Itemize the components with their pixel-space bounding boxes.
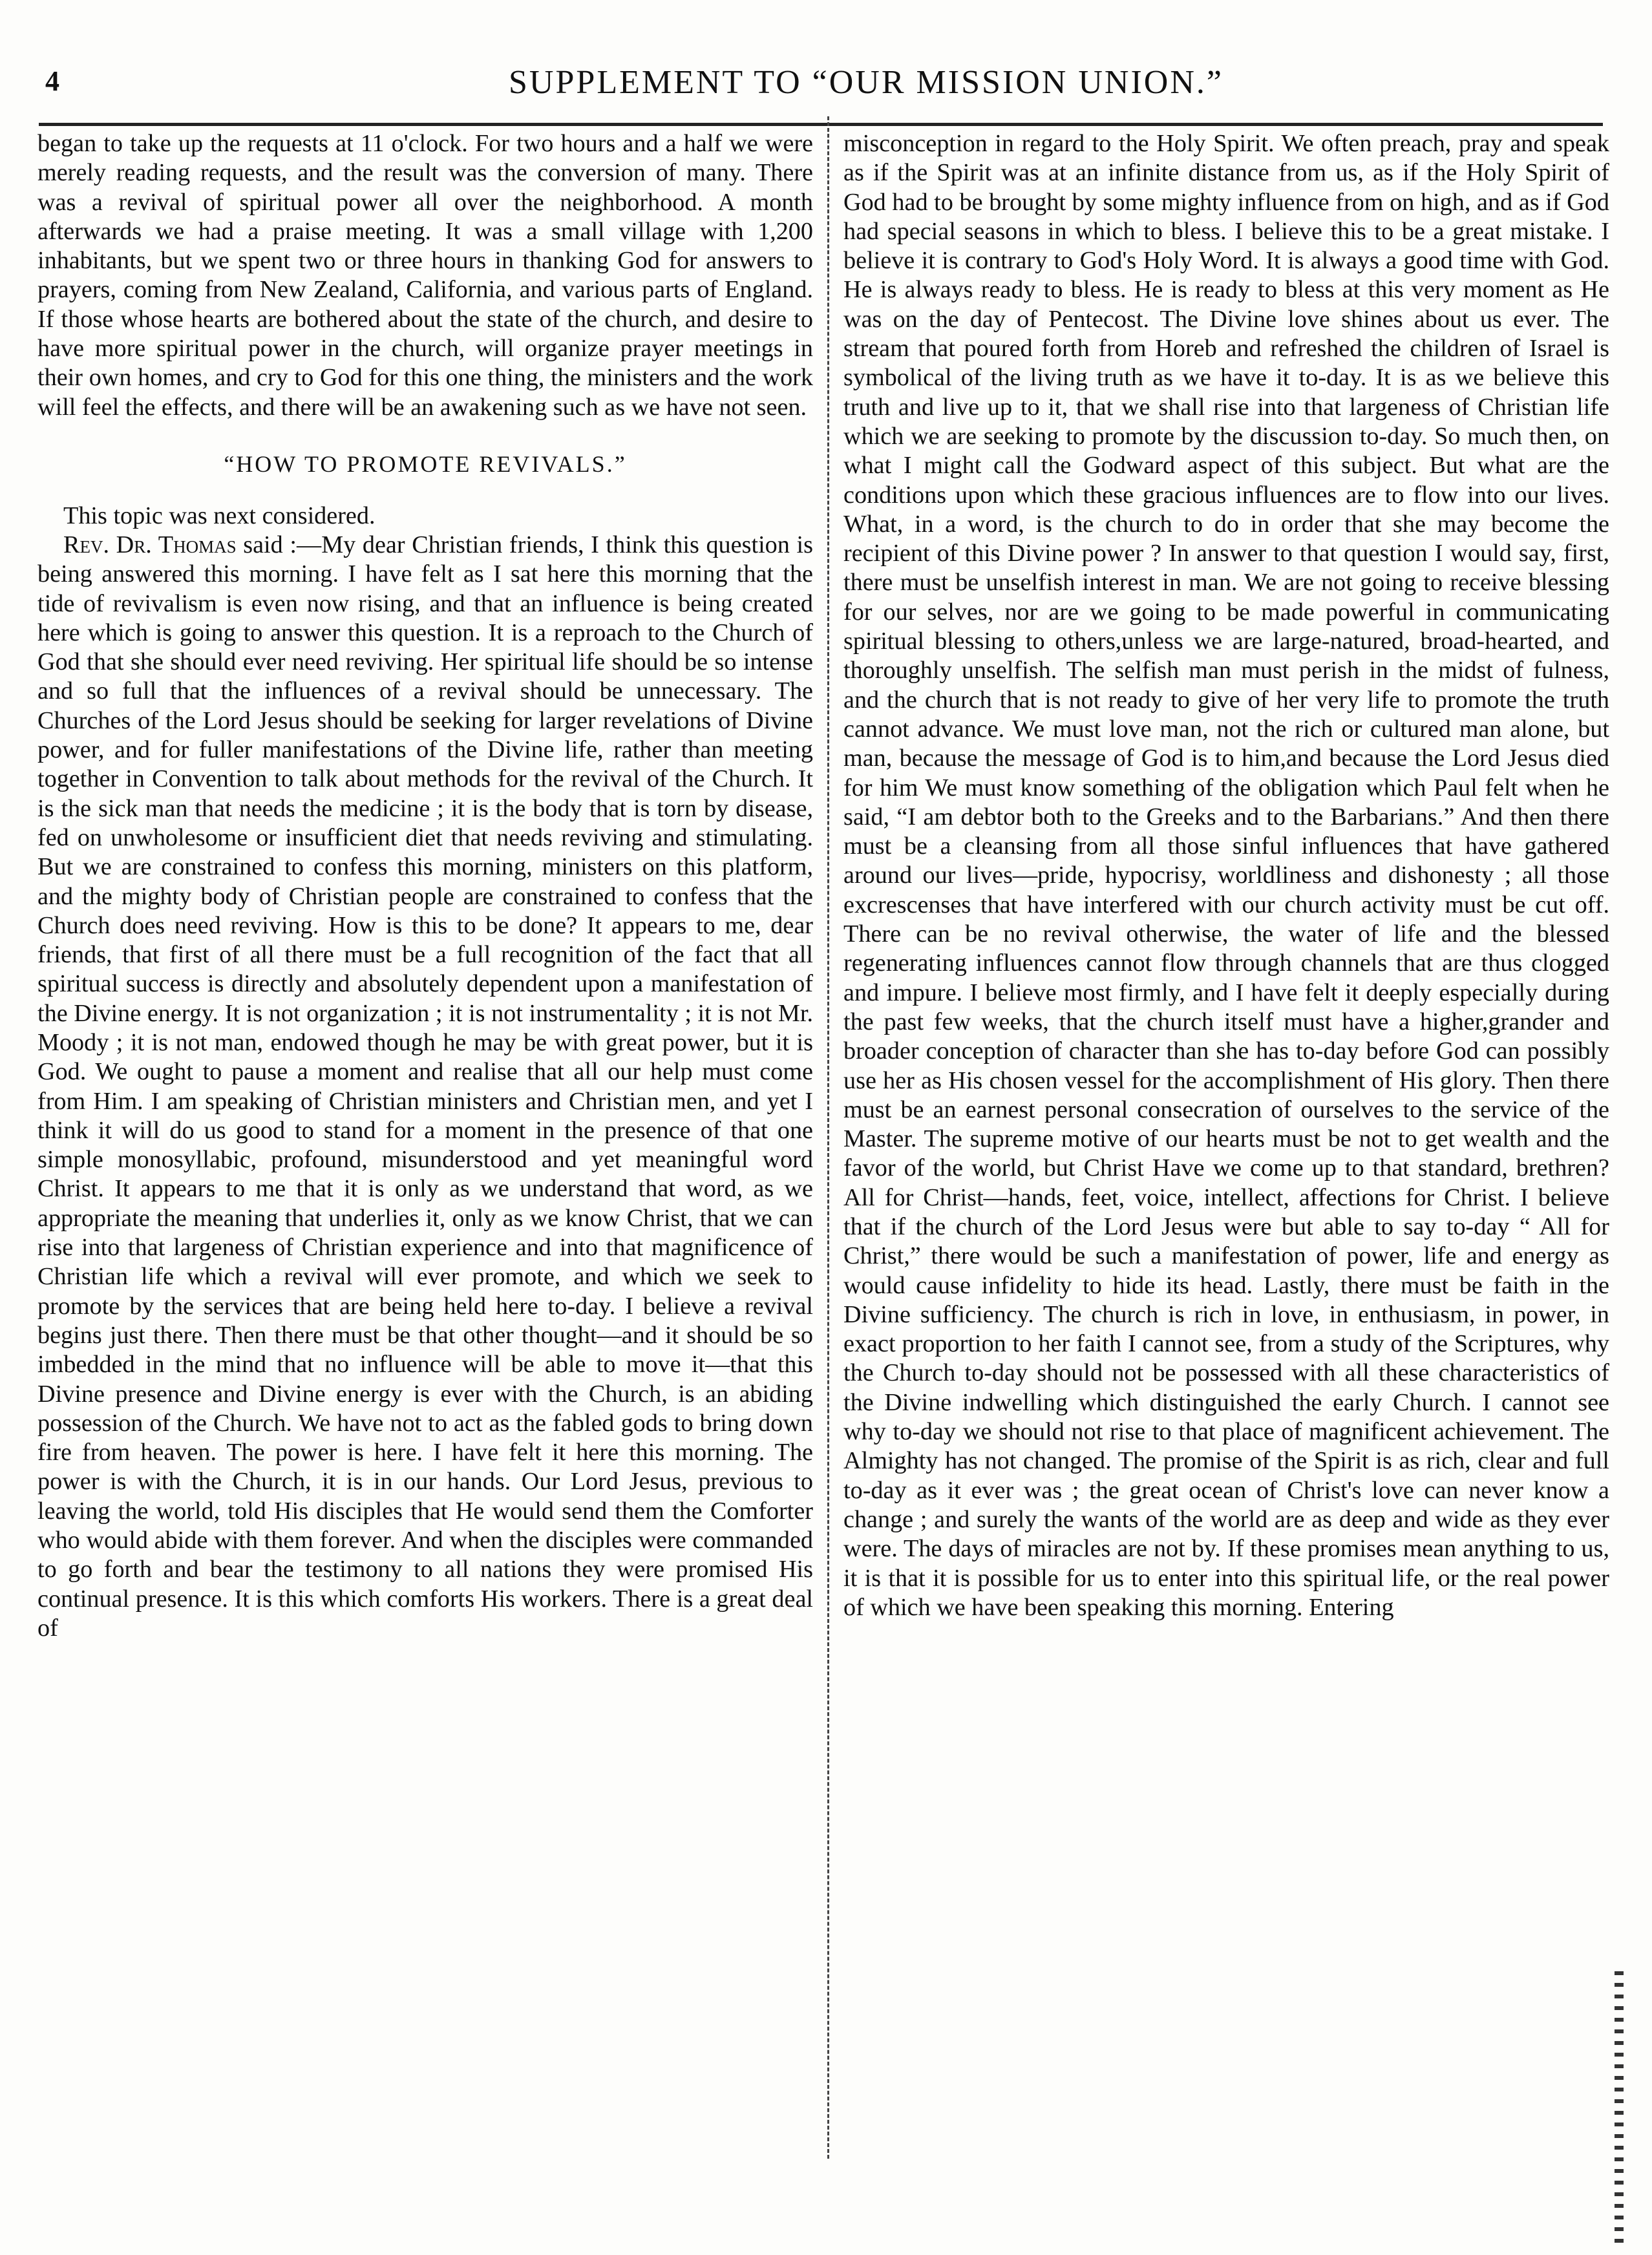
column-divider [827,116,829,2159]
header-rule [39,123,1603,126]
topic-paragraph: This topic was next considered. [63,502,376,529]
page-edge-mark [1615,1971,1624,2249]
left-column [37,129,813,1643]
speech-paragraph [37,531,813,1643]
right-column [843,129,1609,1622]
speech-text: said :—My dear Christian friends, I think this question is being answered this morning. I have felt as I sat here this morning that the tide of revivalism is even now rising, and that an influence is being created here which is going to answer this question. It is a reproach to the Church of God that she should ever need reviving. Her spiritual life should be so intense and so full that the influences of a revival should be unnecessary. The Churches of the Lord Jesus should be seeking for larger revelations of Divine power, and for fuller manifestations of the Divine life, rather than meeting together in Convention to talk about methods for the revival of the Church. It is the sick man that needs the medicine ; it is the body that is torn by disease, fed on unwholesome or insufficient diet that needs reviving and stimulating. But we are constrained to confess this morning, ministers on this platform, and the mighty body of Christian people are constrained to confess that the Church does need reviving. How is this to be done? It appears to me, dear friends, that first of all there must be a full recognition of the fact that all spiritual success is directly and absolutely dependent upon a manifestation of the Divine energy. It is not organization ; it is not instrumentality ; it is not Mr. Moody ; it is not man, endowed though he may be with great power, but it is God. We ought to pause a moment and realise that all our help must come from Him. I am speaking of Christian ministers and Christian men, and yet I think it will do us good to stand for a moment in the presence of that one simple monosyllabic, profound, misunderstood and yet meaningful word Christ. It appears to me that it is only as we understand that word, as we appropriate the meaning that underlies it, only as we know Christ, that we can rise into that largeness of Christian experience and into that magnificence of Christian life which a revival will ever promote, and which we seek to promote by the services that are being held here to-day. I believe a revival begins just there. Then there must be that other thought—and it should be so imbedded in the mind that no influence will be able to move it—that this Divine presence and Divine energy is ever with the Church, is an abiding possession of the Church. We have not to act as the fabled gods to bring down fire from heaven. The power is here. I have felt it here this morning. The power is with the Church, it is in our hands. Our Lord Jesus, previous to leaving the world, told His disciples that He would send them the Comforter who would abide with them forever. And when the disciples were commanded to go forth and bear the testimony to all nations they were promised His continual presence. It is this which comforts His workers. There is a great deal of [37,531,813,1642]
section-heading: “HOW TO PROMOTE REVIVALS.” [224,450,627,477]
running-title: SUPPLEMENT TO “OUR MISSION UNION.” [509,64,1223,101]
page-number: 4 [45,65,59,97]
left-paragraph-continued: began to take up the requests at 11 o'clock. For two hours and a half we were merely reading requests, and the result was the conversion of many. There was a revival of spiritual power all over the neighborhood. A month afterwards we had a praise meeting. It was a small village with 1,200 inhabitants, but we spent two or three hours in thanking God for answers to prayers, coming from New Zealand, California, and various parts of England. If those whose hearts are bothered about the state of the church, and desire to have more spiritual power in the church, will organize prayer meetings in their own homes, and cry to God for this one thing, the ministers and the work will feel the effects, and there will be an awakening such as we have not seen. [37,130,813,421]
speaker-name: Rev. Dr. Thomas [63,531,237,558]
right-paragraph-continued: misconception in regard to the Holy Spirit. We often preach, pray and speak as if the Spirit was at an infinite distance from us, as if the Holy Spirit of God had to be brought by some mighty influence from on high, and as if God had special seasons in which to bless. I believe this to be a great mistake. I believe it is contrary to God's Holy Word. It is always a good time with God. He is always ready to bless. He is ready to bless at this very moment as He was on the day of Pentecost. The Divine love shines about us ever. The stream that poured forth from Horeb and refreshed the children of Israel is symbolical of the living truth as we have it to-day. It is as we believe this truth and live up to it, that we shall rise into that largeness of Christian life which we are seeking to promote by the discussion to-day. So much then, on what I might call the Godward aspect of this subject. But what are the conditions upon which these gracious influences are to flow into our lives. What, in a word, is the church to do in order that she may become the recipient of this Divine power ? In answer to that question I would say, first, there must be unselfish interest in man. We are not going to receive blessing for our selves, nor are we going to be made powerful in communicating spiritual blessing to others,unless we are large-natured, broad-hearted, and thoroughly unselfish. The selfish man must perish in the midst of fulness, and the church that is not ready to give of her very life to promote the truth cannot advance. We must love man, not the rich or cultured man alone, but man, because the message of God is to him,and because the Lord Jesus died for him We must know something of the obligation which Paul felt when he said, “I am debtor both to the Greeks and to the Barbarians.” And then there must be a cleansing from all those sinful influences that have gathered around our lives—pride, hypocrisy, worldliness and dishonesty ; all those excrescenses that have interfered with our church activity must be cut off. There can be no revival otherwise, the water of life and the blessed regenerating influences cannot flow through channels that are thus clogged and impure. I believe most firmly, and I have felt it deeply especially during the past few weeks, that the church itself must have a higher,grander and broader conception of character than she has to-day before God can possibly use her as His chosen vessel for the accomplishment of His glory. Then there must be an earnest personal consecration of ourselves to the service of the Master. The supreme motive of our hearts must be not to get wealth and the favor of the world, but Christ Have we come up to that standard, brethren? All for Christ—hands, feet, voice, intellect, affections for Christ. I believe that if the church of the Lord Jesus were but able to say to-day “ All for Christ,” there would be such a manifestation of power, life and energy as would cause infidelity to hide its head. Lastly, there must be faith in the Divine sufficiency. The church is rich in love, in enthusiasm, in power, in exact proportion to her faith I cannot see, from a study of the Scriptures, why the Church to-day should not be possessed with all these characteristics of the Divine indwelling which distinguished the early Church. I cannot see why to-day we should not rise to that place of magnificent achievement. The Almighty has not changed. The promise of the Spirit is as rich, clear and full to-day as it ever was ; the great ocean of Christ's love can never know a change ; and surely the wants of the world are as deep and wide as they ever were. The days of miracles are not by. If these promises mean anything to us, it is that it is possible for us to enter into this spiritual life, or the real power of which we have been speaking this morning. Entering [843,130,1609,1621]
